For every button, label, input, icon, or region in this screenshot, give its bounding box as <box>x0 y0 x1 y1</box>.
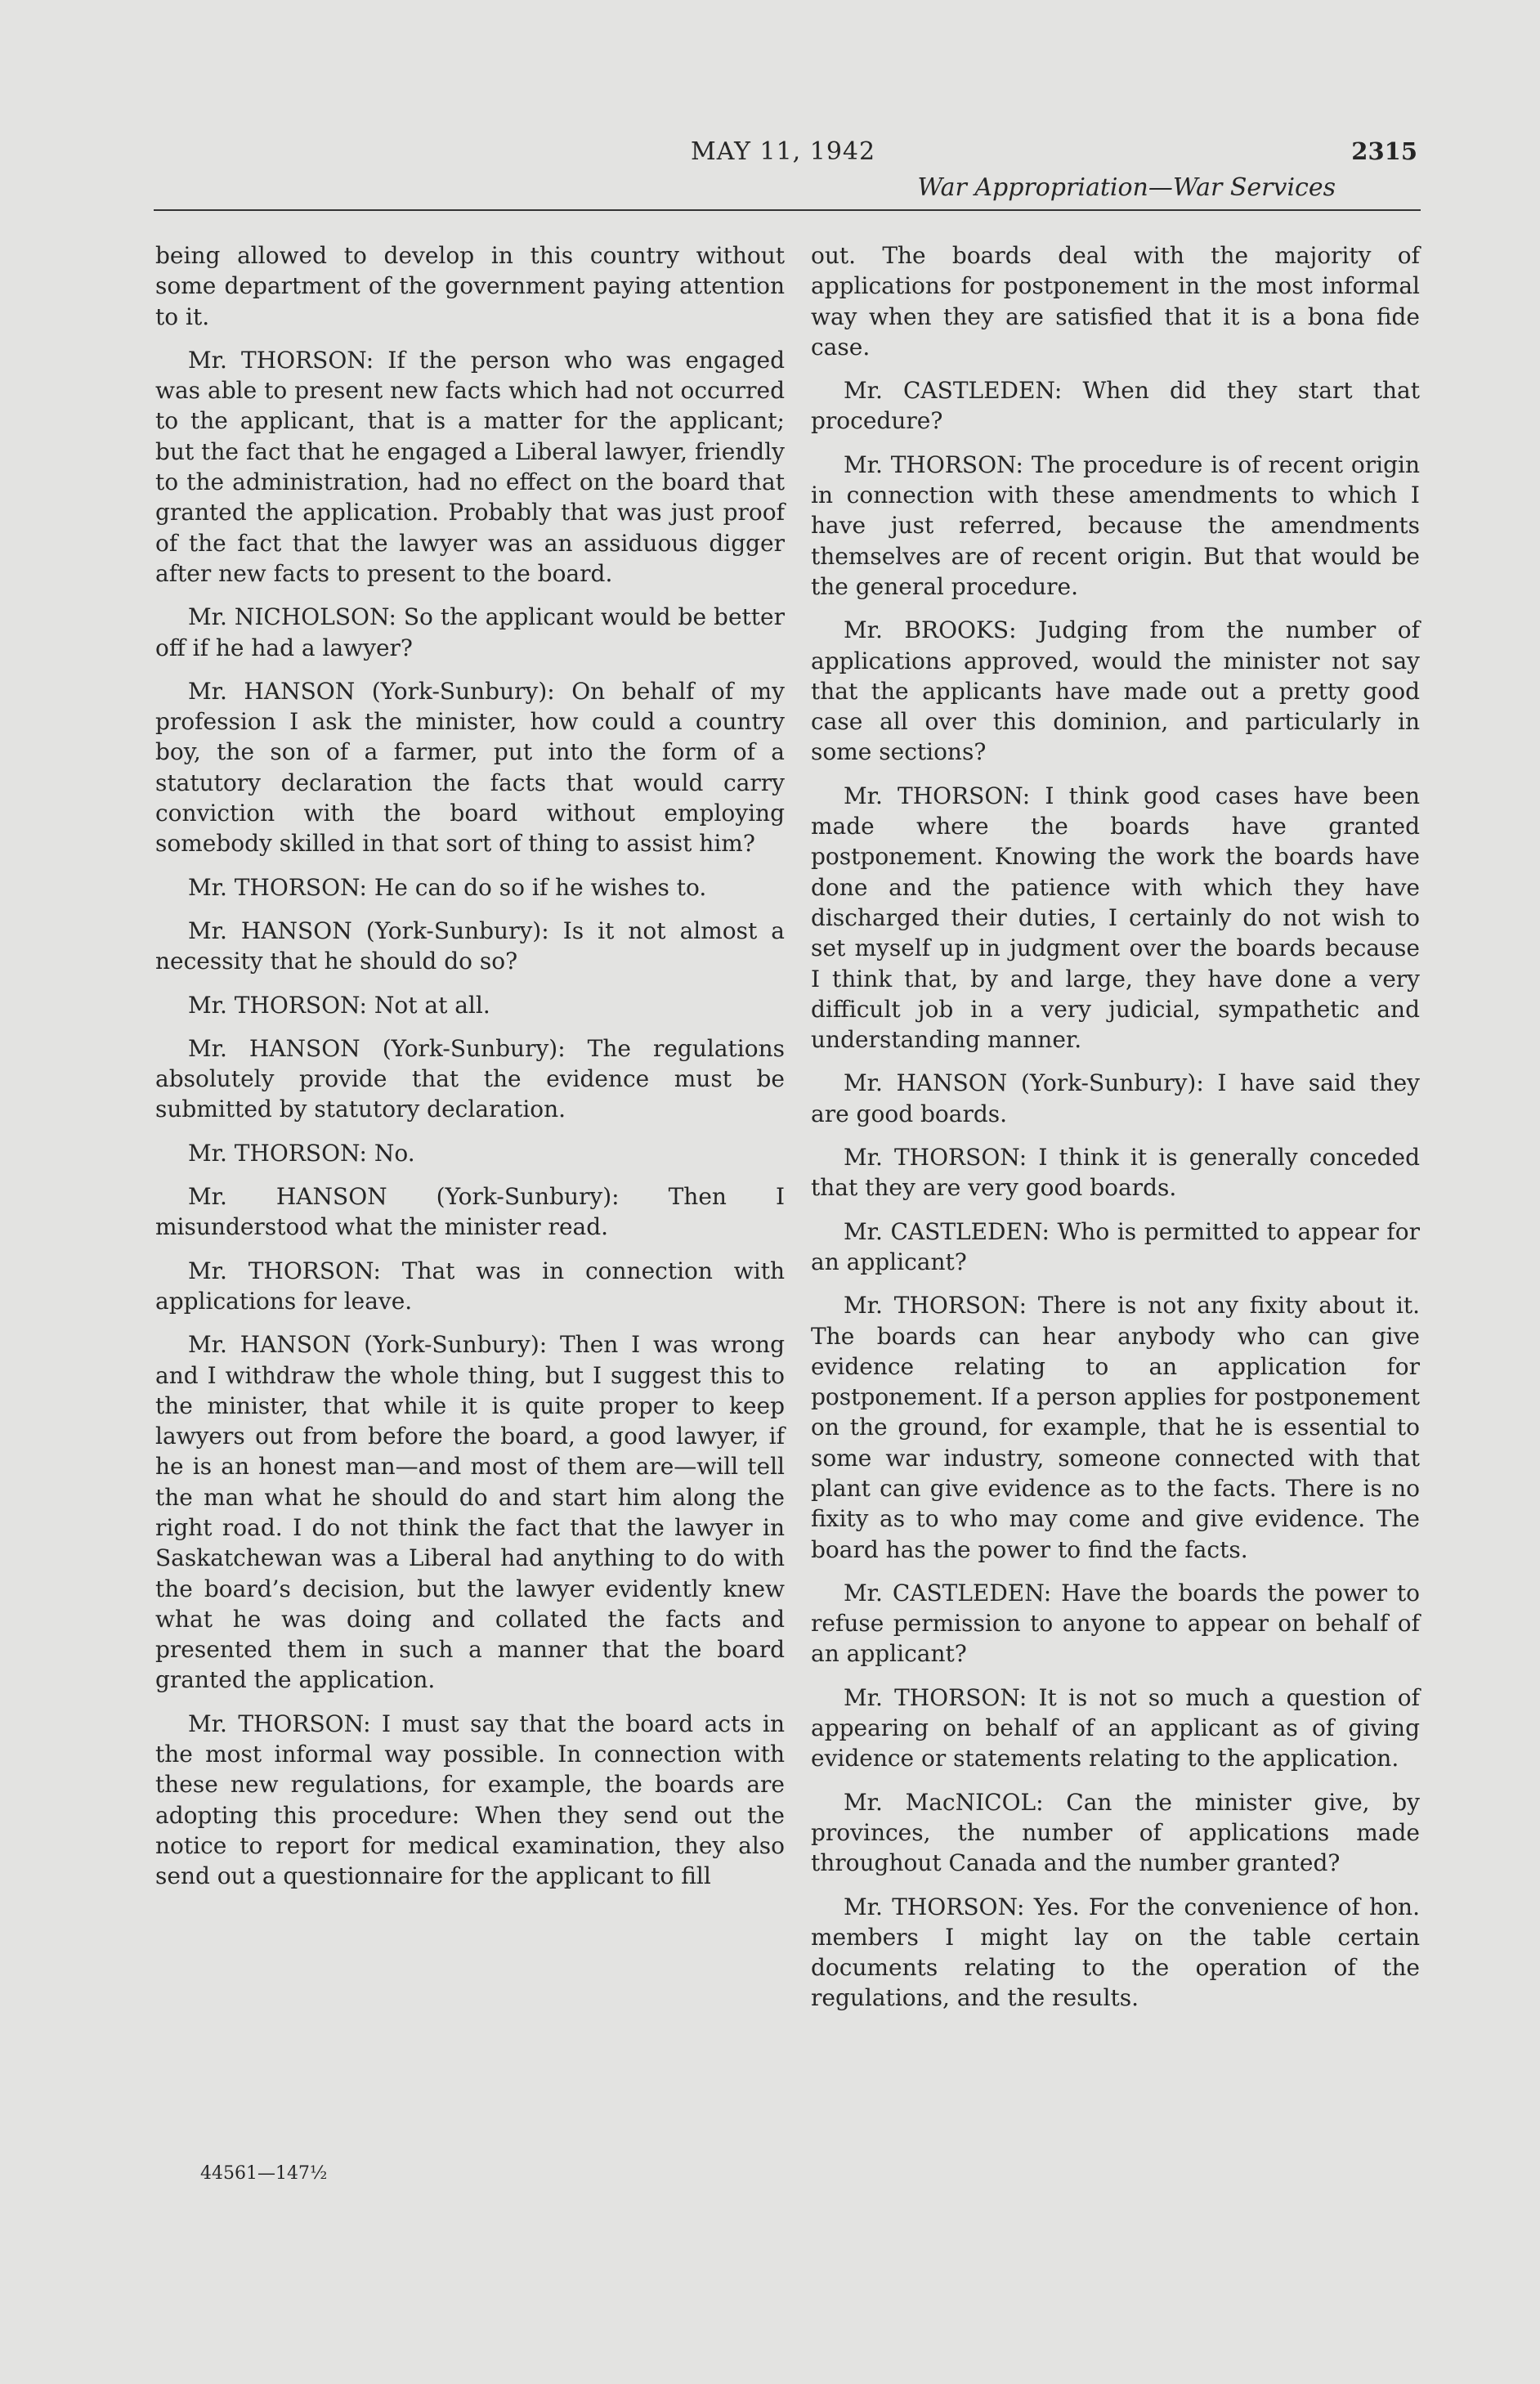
paragraph: Mr. THORSON: It is not so much a question of appearing on behalf of an applicant as of giving evidence or statements relating to the application. <box>811 1683 1420 1772</box>
paragraph: Mr. THORSON: No. <box>188 1139 415 1167</box>
paragraph: Mr. THORSON: That was in connection with applications for leave. <box>155 1257 785 1315</box>
paragraph: Mr. BROOKS: Judging from the number of applications approved, would the minister not say that the applicants have made out a pretty good case all over this dominion, and particularly in some sections? <box>811 616 1420 766</box>
paragraph: Mr. HANSON (York-Sunbury): Is it not almost a necessity that he should do so? <box>155 916 785 975</box>
paragraph: Mr. THORSON: Yes. For the convenience of hon. members I might lay on the table certain documents relating to the operation of the regulations, and the results. <box>811 1893 1420 2012</box>
paragraph: out. The boards deal with the majority of applications for postponement in the most informal way when they are satisfied that it is a bona fide case. <box>811 242 1420 361</box>
print-code: 44561—147½ <box>200 2163 328 2184</box>
paragraph: Mr. CASTLEDEN: Who is permitted to appear for an applicant? <box>811 1217 1420 1275</box>
paragraph: Mr. HANSON (York-Sunbury): I have said they are good boards. <box>811 1069 1420 1127</box>
paragraph: Mr. HANSON (York-Sunbury): Then I was wrong and I withdraw the whole thing, but I suggest this to the minister, that while it is quite proper to keep lawyers out from before the board, a good lawyer, if he is an honest man—and most of them are—will tell the man what he should do and start him along the right road. I do not think the fact that the lawyer in Saskatchewan was a Liberal had anything to do with the board’s decision, but the lawyer evidently knew what he was doing and collated the facts and presented them in such a manner that the board granted the application. <box>155 1331 785 1694</box>
paragraph: Mr. THORSON: If the person who was engaged was able to present new facts which had not occurred to the applicant, that is a matter for the applicant; but the fact that he engaged a Liberal lawyer, friendly to the administration, had no effect on the board that granted the application. Probably that was just proof of the fact that the lawyer was an assiduous digger after new facts to present to the board. <box>155 346 785 587</box>
header-date: MAY 11, 1942 <box>691 137 876 166</box>
paragraph: Mr. HANSON (York-Sunbury): On behalf of my profession I ask the minister, how could a country boy, the son of a farmer, put into the form of a statutory declaration the facts that would carry conviction with the board without employing somebody skilled in that sort of thing to assist him? <box>155 677 785 858</box>
paragraph: Mr. NICHOLSON: So the applicant would be better off if he had a lawyer? <box>155 603 785 661</box>
paragraph: Mr. THORSON: I think it is generally conceded that they are very good boards. <box>811 1144 1420 1202</box>
paragraph: Mr. CASTLEDEN: When did they start that procedure? <box>811 377 1420 435</box>
right-column <box>811 240 1420 2027</box>
paragraph: Mr. THORSON: I must say that the board acts in the most informal way possible. In connection with these new regulations, for example, the boards are adopting this procedure: When they send out the notice to report for medical examination, they also send out a questionnaire for the applicant to fill <box>155 1710 785 1890</box>
paragraph: Mr. THORSON: He can do so if he wishes to. <box>188 873 707 901</box>
page-number: 2315 <box>1351 137 1417 165</box>
paragraph: being allowed to develop in this country without some department of the government paying attention to it. <box>155 242 785 330</box>
section-title: War Appropriation—War Services <box>917 173 1336 202</box>
paragraph: Mr. THORSON: There is not any fixity about it. The boards can hear anybody who can give evidence relating to an application for postponement. If a person applies for postponement on the ground, for example, that he is essential to some war industry, someone connected with that plant can give evidence as to the facts. There is no fixity as to who may come and give evidence. The board has the power to find the facts. <box>811 1292 1420 1563</box>
paragraph: Mr. THORSON: I think good cases have been made where the boards have granted postponement. Knowing the work the boards have done and the patience with which they have discharged their duties, I certainly do not wish to set myself up in judgment over the boards because I think that, by and large, they have done a very difficult job in a very judicial, sympathetic and understanding manner. <box>811 782 1420 1054</box>
header-rule <box>154 209 1421 211</box>
paragraph: Mr. HANSON (York-Sunbury): Then I misunderstood what the minister read. <box>155 1183 785 1241</box>
paragraph: Mr. THORSON: The procedure is of recent origin in connection with these amendments to which I have just referred, because the amendments themselves are of recent origin. But that would be the general procedure. <box>811 450 1420 600</box>
paragraph: Mr. CASTLEDEN: Have the boards the power to refuse permission to anyone to appear on behalf of an applicant? <box>811 1579 1420 1668</box>
paragraph: Mr. MacNICOL: Can the minister give, by provinces, the number of applications made throughout Canada and the number granted? <box>811 1788 1420 1877</box>
left-column <box>155 240 785 1905</box>
paragraph: Mr. HANSON (York-Sunbury): The regulations absolutely provide that the evidence must be submitted by statutory declaration. <box>155 1034 785 1123</box>
paragraph: Mr. THORSON: Not at all. <box>188 991 490 1019</box>
